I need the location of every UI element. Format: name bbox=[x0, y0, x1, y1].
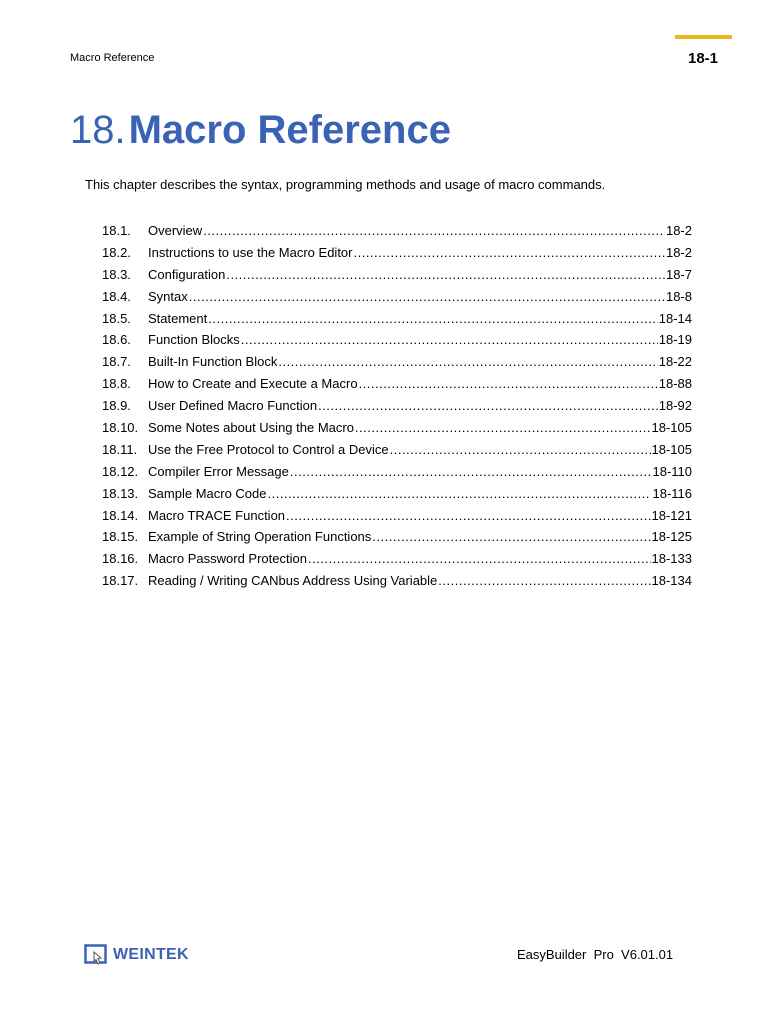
toc-dot-leader bbox=[278, 351, 657, 373]
toc-entry-title: Overview bbox=[148, 223, 203, 238]
toc-entry-page: 18-92 bbox=[658, 398, 692, 414]
toc-entry-page: 18-116 bbox=[652, 485, 692, 501]
toc-entry-title: Function Blocks bbox=[148, 332, 240, 348]
toc-dot-leader bbox=[226, 264, 665, 286]
toc-entry-number: 18.7. bbox=[102, 354, 131, 370]
toc-entry-title: User Defined Macro Function bbox=[148, 398, 318, 414]
toc-entry-title: Macro Password Protection bbox=[148, 551, 307, 567]
toc-dot-leader bbox=[189, 286, 665, 308]
toc-entry[interactable] bbox=[102, 242, 692, 264]
toc-entry-number: 18.9. bbox=[102, 398, 131, 414]
toc-entry-title: Some Notes about Using the Macro bbox=[148, 420, 354, 436]
toc-entry[interactable] bbox=[102, 439, 692, 461]
toc-dot-leader bbox=[438, 570, 650, 592]
toc-dot-leader bbox=[308, 548, 651, 570]
toc-entry[interactable] bbox=[102, 570, 692, 592]
table-of-contents bbox=[102, 220, 692, 592]
toc-entry-title: Statement bbox=[148, 310, 208, 326]
toc-entry-number: 18.8. bbox=[102, 376, 131, 392]
toc-entry-number: 18.10. bbox=[102, 420, 139, 436]
toc-entry-page: 18-121 bbox=[651, 507, 692, 523]
toc-entry-title: Built-In Function Block bbox=[148, 354, 278, 370]
toc-entry-page: 18-7 bbox=[665, 266, 692, 282]
chapter-heading bbox=[70, 108, 451, 153]
toc-entry-number: 18.12. bbox=[102, 463, 139, 479]
toc-dot-leader bbox=[203, 220, 665, 242]
running-header-title: Macro Reference bbox=[70, 52, 155, 64]
toc-entry[interactable] bbox=[102, 286, 692, 308]
toc-entry[interactable] bbox=[102, 308, 692, 330]
chapter-intro: This chapter describes the syntax, programming methods and usage of macro commands. bbox=[85, 177, 606, 192]
toc-entry-number: 18.11. bbox=[102, 441, 138, 457]
toc-entry-page: 18-105 bbox=[651, 441, 692, 457]
toc-dot-leader bbox=[372, 526, 650, 548]
toc-entry-title: Syntax bbox=[148, 288, 188, 304]
toc-entry[interactable] bbox=[102, 395, 692, 417]
chapter-number: 18. bbox=[70, 108, 126, 152]
toc-entry-number: 18.5. bbox=[102, 310, 131, 326]
toc-entry[interactable] bbox=[102, 505, 692, 527]
toc-entry-page: 18-110 bbox=[652, 463, 692, 479]
toc-entry[interactable] bbox=[102, 461, 692, 483]
toc-entry-title: Macro TRACE Function bbox=[148, 507, 286, 523]
toc-dot-leader bbox=[208, 308, 657, 330]
toc-entry-page: 18-8 bbox=[665, 288, 692, 304]
toc-entry-page: 18-22 bbox=[658, 354, 692, 370]
page-number: 18-1 bbox=[688, 50, 719, 67]
toc-entry-number: 18.2. bbox=[102, 244, 131, 260]
toc-entry-page: 18-125 bbox=[651, 529, 692, 545]
toc-entry-number: 18.17. bbox=[102, 573, 139, 589]
logo-wordmark: WEINTEK bbox=[113, 946, 189, 963]
toc-entry[interactable] bbox=[102, 264, 692, 286]
toc-entry-number: 18.6. bbox=[102, 332, 131, 348]
toc-entry-number: 18.4. bbox=[102, 288, 131, 304]
toc-entry[interactable] bbox=[102, 351, 692, 373]
toc-entry-page: 18-2 bbox=[665, 244, 692, 260]
toc-entry-title: Instructions to use the Macro Editor bbox=[148, 244, 353, 260]
toc-entry-page: 18-134 bbox=[651, 573, 692, 589]
toc-entry-title: Configuration bbox=[148, 266, 226, 282]
toc-entry-number: 18.16. bbox=[102, 551, 139, 567]
toc-dot-leader bbox=[241, 329, 658, 351]
toc-entry[interactable] bbox=[102, 483, 692, 505]
toc-entry[interactable] bbox=[102, 417, 692, 439]
toc-entry-number: 18.1. bbox=[102, 223, 131, 238]
toc-dot-leader bbox=[290, 461, 652, 483]
weintek-logo-icon bbox=[84, 944, 110, 966]
toc-dot-leader bbox=[390, 439, 651, 461]
toc-dot-leader bbox=[318, 395, 658, 417]
toc-entry-title: Compiler Error Message bbox=[148, 463, 289, 479]
toc-dot-leader bbox=[353, 242, 664, 264]
toc-dot-leader bbox=[286, 505, 650, 527]
toc-entry-title: Reading / Writing CANbus Address Using Variable bbox=[148, 573, 438, 589]
toc-entry-page: 18-88 bbox=[658, 376, 692, 392]
toc-dot-leader bbox=[268, 483, 652, 505]
toc-dot-leader bbox=[359, 373, 658, 395]
toc-entry[interactable] bbox=[102, 548, 692, 570]
footer-product-version: EasyBuilder Pro V6.01.01 bbox=[517, 947, 674, 962]
toc-entry-page: 18-14 bbox=[658, 310, 692, 326]
chapter-title: Macro Reference bbox=[128, 108, 451, 152]
toc-entry-title: How to Create and Execute a Macro bbox=[148, 376, 358, 392]
toc-entry[interactable] bbox=[102, 329, 692, 351]
toc-entry-number: 18.3. bbox=[102, 266, 131, 282]
toc-entry[interactable] bbox=[102, 220, 692, 242]
toc-entry-page: 18-105 bbox=[651, 420, 692, 436]
toc-entry[interactable] bbox=[102, 373, 692, 395]
weintek-logo bbox=[84, 944, 189, 966]
header-accent-bar bbox=[675, 35, 732, 39]
toc-entry-title: Use the Free Protocol to Control a Device bbox=[148, 441, 389, 457]
toc-entry-number: 18.15. bbox=[102, 529, 139, 545]
toc-entry-number: 18.13. bbox=[102, 485, 139, 501]
toc-entry-number: 18.14. bbox=[102, 507, 139, 523]
toc-entry[interactable] bbox=[102, 526, 692, 548]
toc-entry-page: 18-19 bbox=[658, 332, 692, 348]
toc-entry-title: Example of String Operation Functions bbox=[148, 529, 372, 545]
toc-entry-title: Sample Macro Code bbox=[148, 485, 267, 501]
toc-entry-page: 18-2 bbox=[665, 223, 692, 238]
toc-entry-page: 18-133 bbox=[651, 551, 692, 567]
toc-dot-leader bbox=[355, 417, 651, 439]
